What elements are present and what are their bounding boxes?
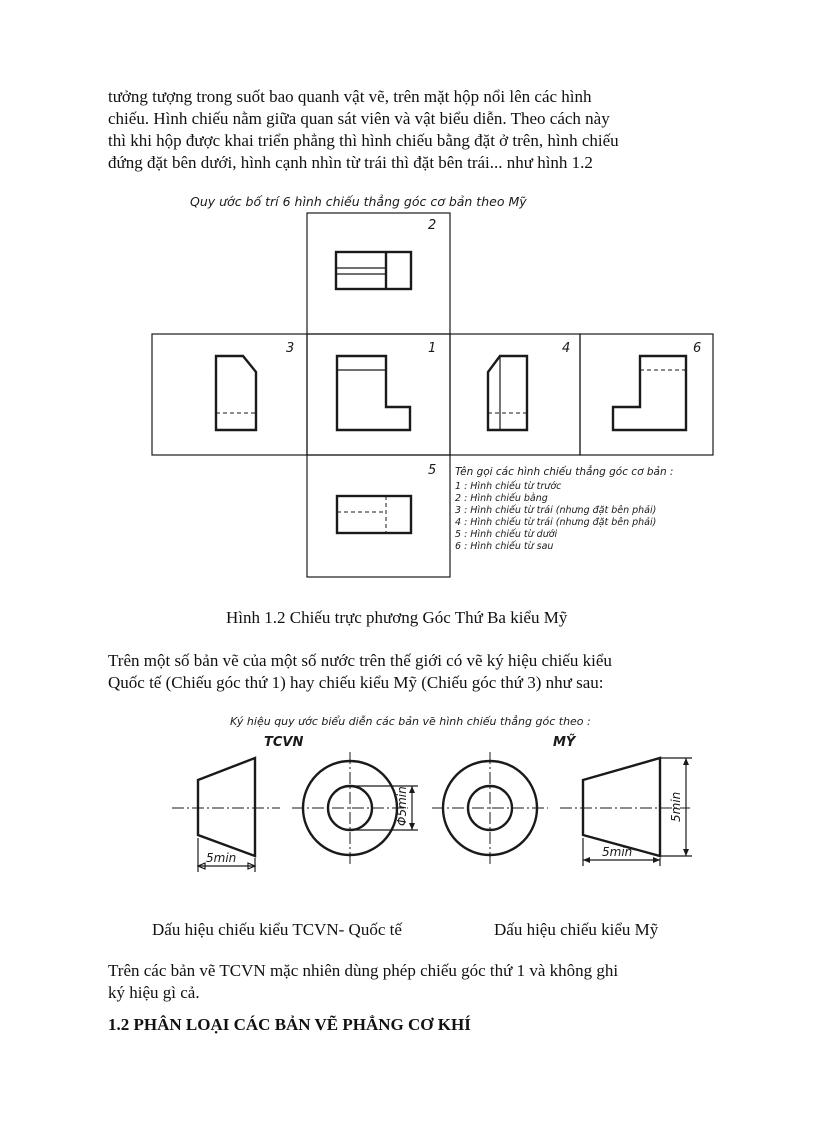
legend-title: Tên gọi các hình chiếu thẳng góc cơ bản : [455,466,674,478]
intro-line: tưởng tượng trong suốt bao quanh vật vẽ, trên mặt hộp nổi lên các hình [108,87,592,106]
intro-line: chiếu. Hình chiếu nằm giữa quan sát viên và vật biểu diễn. Theo cách này [108,109,610,128]
tcvn-cone-symbol [172,758,280,872]
dim-5min-tcvn: 5min [206,851,237,865]
legend-item: 5 : Hình chiếu từ dưới [455,529,558,540]
view-number-4: 4 [562,341,571,356]
view-number-2: 2 [428,218,437,233]
dim-5min-my-horizontal: 5min [602,845,633,859]
my-cone-symbol [560,758,692,866]
legend-item: 1 : Hình chiếu từ trước [455,481,562,492]
legend-item: 4 : Hình chiếu từ trái (nhưng đặt bên phải) [455,517,657,528]
figure2-caption-left: Dấu hiệu chiếu kiểu TCVN- Quốc tế [152,920,402,939]
legend-item: 3 : Hình chiếu từ trái (nhưng đặt bên phải) [455,505,657,516]
intro-line: đứng đặt bên dưới, hình cạnh nhìn từ trái thì đặt bên trái... như hình 1.2 [108,153,593,172]
closing-line: ký hiệu gì cả. [108,983,200,1002]
legend-item: 6 : Hình chiếu từ sau [455,541,554,552]
legend-item: 2 : Hình chiếu bằng [455,493,548,504]
label-my: MỸ [553,735,576,750]
section-heading: 1.2 PHÂN LOẠI CÁC BẢN VẼ PHẲNG CƠ KHÍ [108,1015,471,1034]
figure2-caption-right: Dấu hiệu chiếu kiểu Mỹ [494,920,659,939]
dim-5min-my-vertical: 5min [669,791,683,822]
middle-line: Quốc tế (Chiếu góc thứ 1) hay chiếu kiểu Mỹ (Chiếu góc thứ 3) như sau: [108,673,604,692]
my-circle-symbol [432,752,548,864]
middle-line: Trên một số bản vẽ của một số nước trên thế giới có vẽ ký hiệu chiếu kiểu [108,651,612,670]
dim-phi5min: Φ5min [395,786,409,826]
intro-line: thì khi hộp được khai triển phẳng thì hình chiếu bằng đặt ở trên, hình chiếu [108,131,619,150]
figure2-title: Ký hiệu quy ước biểu diễn các bản vẽ hình chiếu thẳng góc theo : [230,715,591,728]
figure1-caption: Hình 1.2 Chiếu trực phương Góc Thứ Ba kiểu Mỹ [226,608,568,627]
view-number-3: 3 [286,341,295,356]
label-tcvn: TCVN [264,735,304,750]
view-number-1: 1 [428,341,437,356]
closing-paragraph [108,960,738,1004]
figure1-title: Quy ước bố trí 6 hình chiếu thẳng góc cơ bản theo Mỹ [190,194,527,209]
view-number-5: 5 [428,463,437,478]
closing-line: Trên các bản vẽ TCVN mặc nhiên dùng phép chiếu góc thứ 1 và không ghi [108,961,619,980]
tcvn-circle-symbol [292,752,418,864]
view-number-6: 6 [693,341,702,356]
